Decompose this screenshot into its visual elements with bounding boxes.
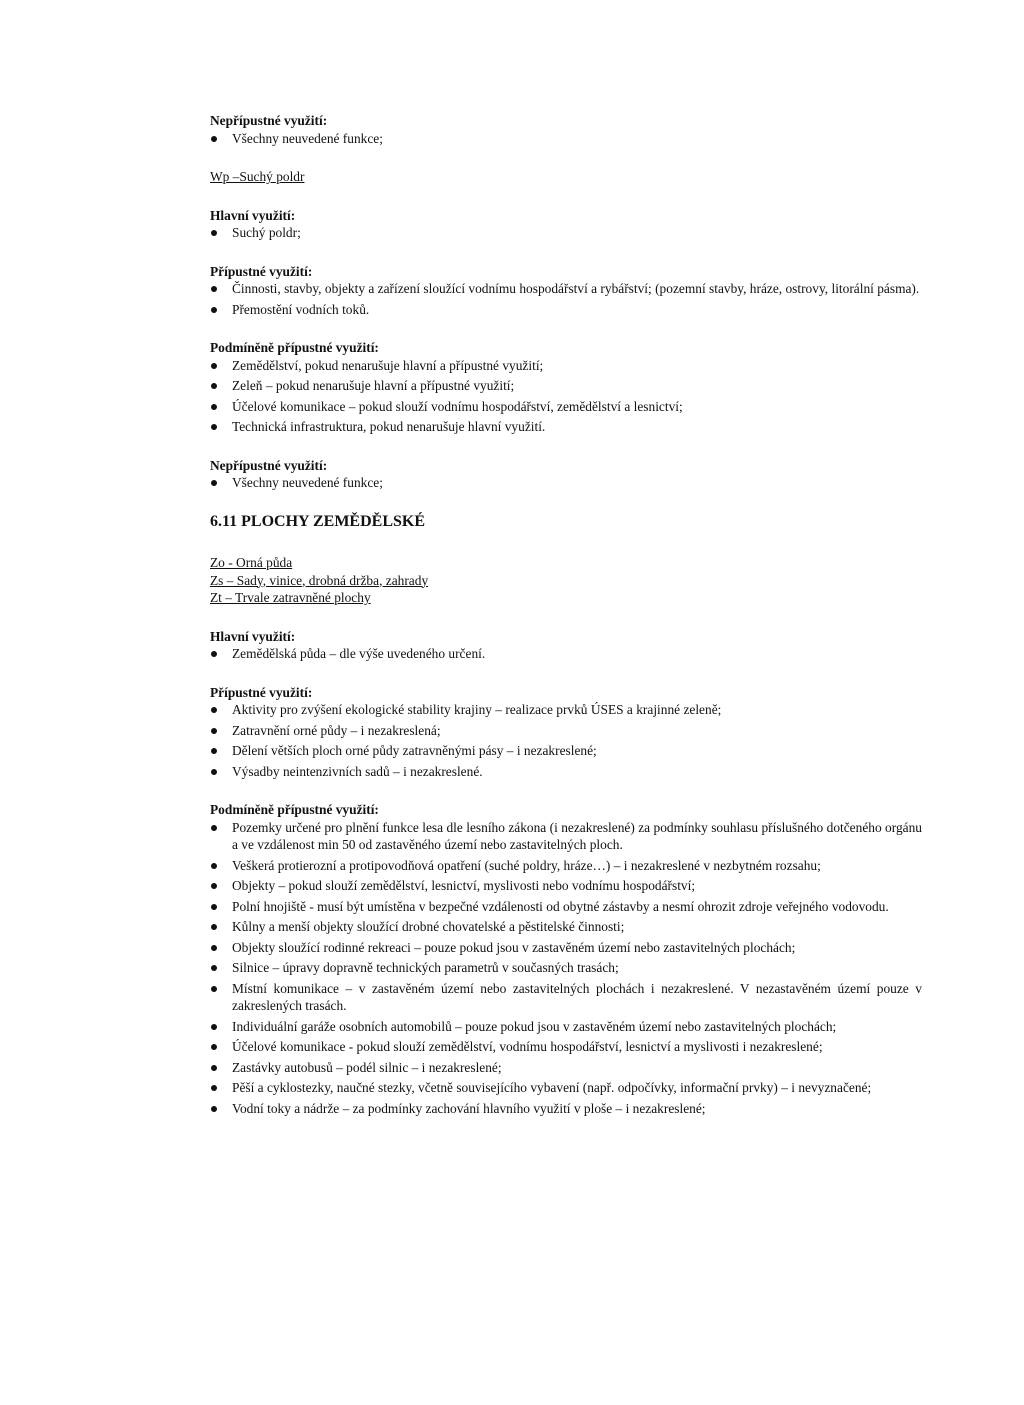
wp-title-block	[210, 168, 922, 186]
section-heading: Podmíněně přípustné využití:	[210, 340, 379, 355]
bullet-list	[210, 819, 922, 1118]
bullet-list	[210, 645, 922, 663]
bullet-item: Polní hnojiště - musí být umístěna v bezpečné vzdálenosti od obytné zástavby a nesmí ohrozit zdroje veřejného vodovodu.	[210, 898, 922, 916]
wp-dry-polder-title: Wp –Suchý poldr	[210, 169, 305, 184]
bullet-item: Silnice – úpravy dopravně technických parametrů v současných trasách;	[210, 959, 922, 977]
bullet-item: Všechny neuvedené funkce;	[210, 130, 922, 148]
bullet-list	[210, 357, 922, 436]
subtitle-zs: Zs – Sady, vinice, drobná držba, zahrady	[210, 572, 429, 588]
prohibited-use-section-wp-2	[210, 457, 922, 492]
bullet-list	[210, 224, 922, 242]
permitted-use-section-z	[210, 684, 922, 781]
bullet-item: Zemědělství, pokud nenarušuje hlavní a přípustné využití;	[210, 357, 922, 375]
bullet-item: Přemostění vodních toků.	[210, 301, 922, 319]
conditional-use-section-wp	[210, 339, 922, 436]
bullet-list	[210, 701, 922, 780]
section-heading: Podmíněně přípustné využití:	[210, 802, 379, 817]
chapter-title: 6.11 PLOCHY ZEMĚDĚLSKÉ	[210, 512, 425, 530]
bullet-item: Pozemky určené pro plnění funkce lesa dle lesního zákona (i nezakreslené) za podmínky souhlasu příslušného dotčeného orgánu a ve vzdálenost min 50 od zastavěného území nebo zastavitelných ploch.	[210, 819, 922, 854]
bullet-item: Objekty – pokud slouží zemědělství, lesnictví, myslivosti nebo vodnímu hospodářství;	[210, 877, 922, 895]
bullet-list	[210, 130, 922, 148]
main-use-section-z	[210, 628, 922, 663]
bullet-item: Všechny neuvedené funkce;	[210, 474, 922, 492]
bullet-item: Účelové komunikace - pokud slouží zemědělství, vodnímu hospodářství, lesnictví a myslivosti i nezakreslené;	[210, 1038, 922, 1056]
section-heading: Hlavní využití:	[210, 628, 296, 644]
bullet-item: Individuální garáže osobních automobilů – pouze pokud jsou v zastavěném území nebo zastavitelných plochách;	[210, 1018, 922, 1036]
bullet-item: Pěší a cyklostezky, naučné stezky, včetně souvisejícího vybavení (např. odpočívky, informační prvky) – i nevyznačené;	[210, 1079, 922, 1097]
main-use-section-wp	[210, 207, 922, 242]
bullet-item: Místní komunikace – v zastavěném území nebo zastavitelných plochách i nezakreslené. V nezastavěném území pouze v zakreslených trasách.	[210, 980, 922, 1015]
bullet-list	[210, 280, 922, 318]
bullet-item: Vodní toky a nádrže – za podmínky zachování hlavního využití v ploše – i nezakreslené;	[210, 1100, 922, 1118]
section-heading: Nepřípustné využití:	[210, 457, 328, 473]
document-page	[210, 112, 922, 1138]
section-heading: Přípustné využití:	[210, 684, 313, 700]
bullet-item: Účelové komunikace – pokud slouží vodnímu hospodářství, zemědělství a lesnictví;	[210, 398, 922, 416]
section-heading: Přípustné využití:	[210, 263, 313, 279]
subtitle-zo: Zo - Orná půda	[210, 555, 293, 570]
bullet-item: Výsadby neintenzivních sadů – i nezakreslené.	[210, 763, 922, 781]
bullet-item: Suchý poldr;	[210, 224, 922, 242]
land-type-subtitles	[210, 554, 922, 607]
bullet-item: Zastávky autobusů – podél silnic – i nezakreslené;	[210, 1059, 922, 1077]
bullet-item: Technická infrastruktura, pokud nenarušuje hlavní využití.	[210, 418, 922, 436]
bullet-item: Činnosti, stavby, objekty a zařízení sloužící vodnímu hospodářství a rybářství; (pozemní stavby, hráze, ostrovy, litorální pásma).	[210, 280, 922, 298]
bullet-list	[210, 474, 922, 492]
bullet-item: Zeleň – pokud nenarušuje hlavní a přípustné využití;	[210, 377, 922, 395]
prohibited-use-section-wp	[210, 112, 922, 147]
subtitle-zt: Zt – Trvale zatravněné plochy	[210, 590, 371, 605]
section-heading: Nepřípustné využití:	[210, 113, 328, 128]
bullet-item: Objekty sloužící rodinné rekreaci – pouze pokud jsou v zastavěném území nebo zastavitelných plochách;	[210, 939, 922, 957]
bullet-item: Veškerá protierozní a protipovodňová opatření (suché poldry, hráze…) – i nezakreslené v nezbytném rozsahu;	[210, 857, 922, 875]
bullet-item: Zatravnění orné půdy – i nezakreslená;	[210, 722, 922, 740]
bullet-item: Kůlny a menší objekty sloužící drobné chovatelské a pěstitelské činnosti;	[210, 918, 922, 936]
section-heading: Hlavní využití:	[210, 207, 296, 223]
conditional-use-section-z	[210, 801, 922, 1117]
permitted-use-section-wp	[210, 263, 922, 319]
bullet-item: Aktivity pro zvýšení ekologické stability krajiny – realizace prvků ÚSES a krajinné zeleně;	[210, 701, 922, 719]
bullet-item: Zemědělská půda – dle výše uvedeného určení.	[210, 645, 922, 663]
bullet-item: Dělení větších ploch orné půdy zatravněnými pásy – i nezakreslené;	[210, 742, 922, 760]
